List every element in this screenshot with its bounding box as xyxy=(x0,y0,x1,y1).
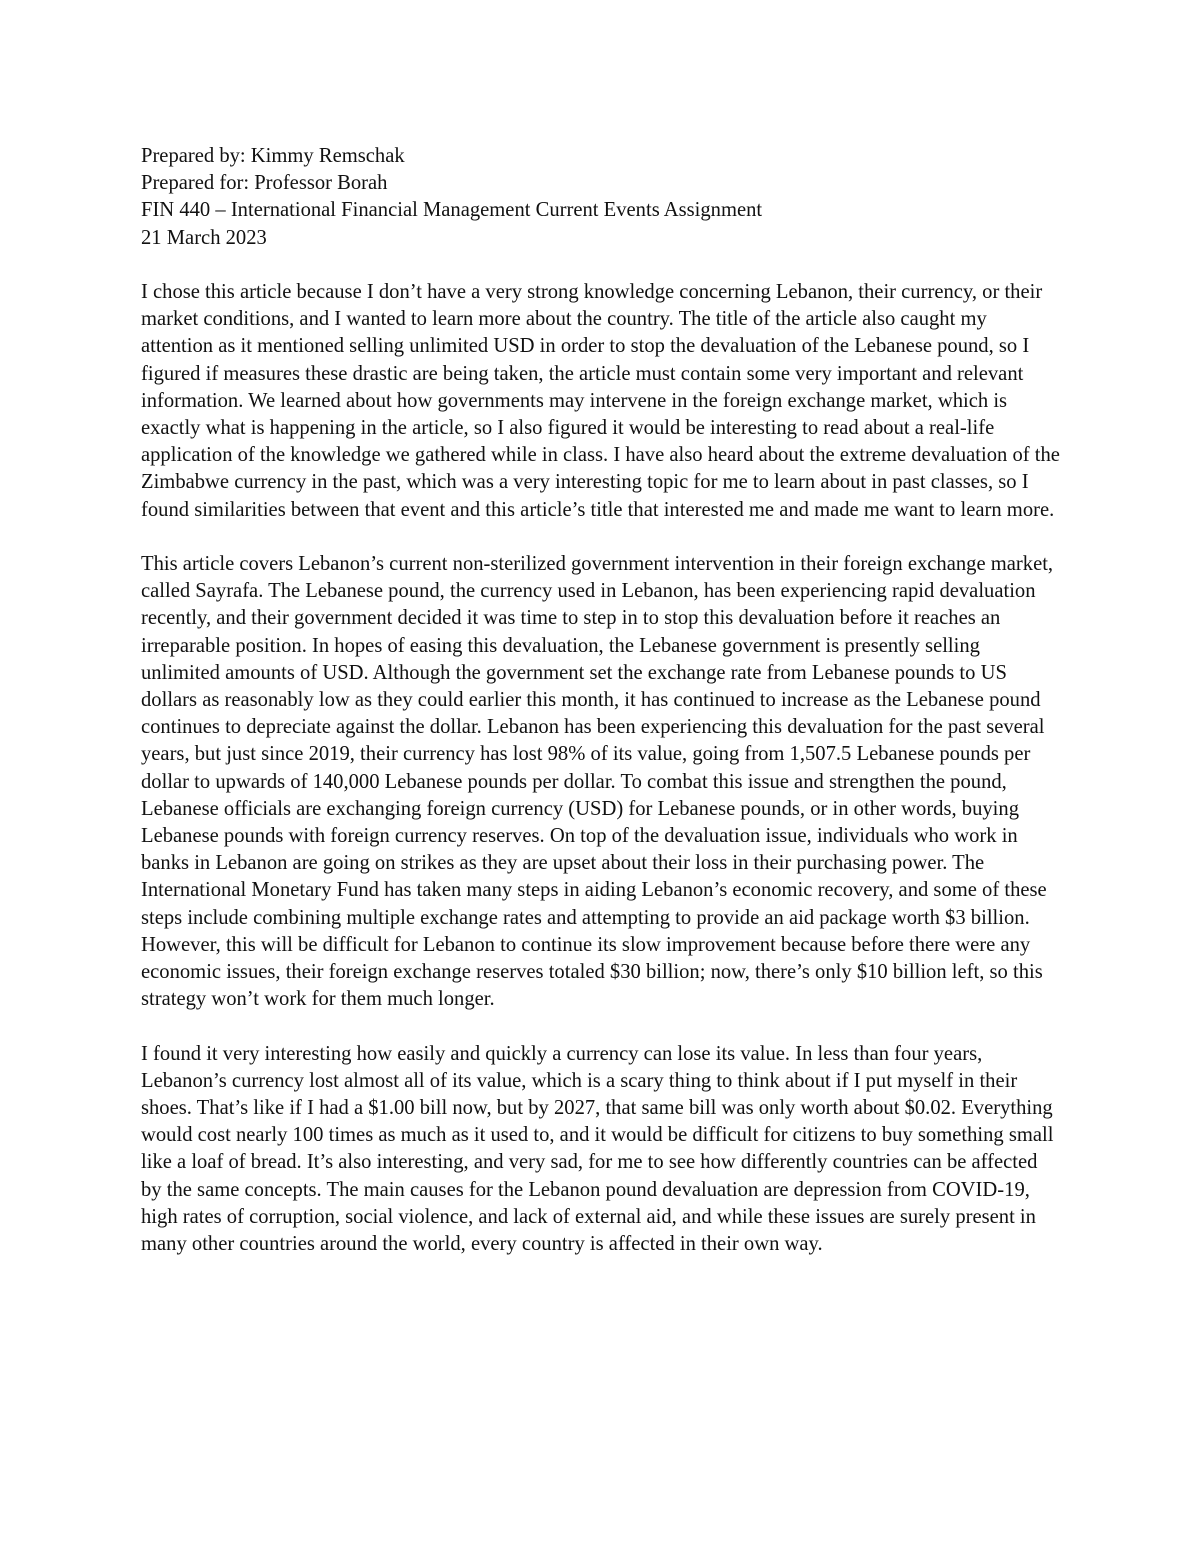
prepared-by-line: Prepared by: Kimmy Remschak xyxy=(141,145,405,167)
paragraph-article-summary: This article covers Lebanon’s current non-sterilized government intervention in their foreign exchange market, called Sayrafa. The Lebanese pound, the currency used in Lebanon, has been experiencing rapid devaluation recently, and their government decided it was time to step in to stop this devaluation before it reaches an irreparable position. In hopes of easing this devaluation, the Lebanese government is presently selling unlimited amounts of USD. Although the government set the exchange rate from Lebanese pounds to US dollars as reasonably low as they could earlier this month, it has continued to increase as the Lebanese pound continues to depreciate against the dollar. Lebanon has been experiencing this devaluation for the past several years, but just since 2019, their currency has lost 98% of its value, going from 1,507.5 Lebanese pounds per dollar to upwards of 140,000 Lebanese pounds per dollar. To combat this issue and strengthen the pound, Lebanese officials are exchanging foreign currency (USD) for Lebanese pounds, or in other words, buying Lebanese pounds with foreign currency reserves. On top of the devaluation issue, individuals who work in banks in Lebanon are going on strikes as they are upset about their loss in their purchasing power. The International Monetary Fund has taken many steps in aiding Lebanon’s economic recovery, and some of these steps include combining multiple exchange rates and attempting to provide an aid package worth $3 billion. However, this will be difficult for Lebanon to continue its slow improvement because before there were any economic issues, their foreign exchange reserves totaled $30 billion; now, there’s only $10 billion left, so this strategy won’t work for them much longer. xyxy=(141,553,1054,1011)
prepared-for-line: Prepared for: Professor Borah xyxy=(141,172,388,195)
paragraph-article-choice: I chose this article because I don’t have a very strong knowledge concerning Lebanon, their currency, or their market conditions, and I wanted to learn more about the country. The title of the article also caught my attention as it mentioned selling unlimited USD in order to stop the devaluation of the Lebanese pound, so I figured if measures these drastic are being taken, the article must contain some very important and relevant information. We learned about how governments may intervene in the foreign exchange market, which is exactly what is happening in the article, so I also figured it would be interesting to read about a real-life application of the knowledge we gathered while in class. I have also heard about the extreme devaluation of the Zimbabwe currency in the past, which was a very interesting topic for me to learn about in past classes, so I found similarities between that event and this article’s title that interested me and made me want to learn more. xyxy=(141,281,1060,521)
document-header xyxy=(141,143,1061,252)
date-line: 21 March 2023 xyxy=(141,226,267,249)
course-line: FIN 440 – International Financial Management Current Events Assignment xyxy=(141,199,763,222)
document-content xyxy=(141,143,1061,1258)
paragraph-reflection: I found it very interesting how easily and quickly a currency can lose its value. In less than four years, Lebanon’s currency lost almost all of its value, which is a scary thing to think about if I put myself in their shoes. That’s like if I had a $1.00 bill now, but by 2027, that same bill was only worth about $0.02. Everything would cost nearly 100 times as much as it used to, and it would be difficult for citizens to buy something small like a loaf of bread. It’s also interesting, and very sad, for me to see how differently countries can be affected by the same concepts. The main causes for the Lebanon pound devaluation are depression from COVID-19, high rates of corruption, social violence, and lack of external aid, and while these issues are surely present in many other countries around the world, every country is affected in their own way. xyxy=(141,1042,1054,1256)
